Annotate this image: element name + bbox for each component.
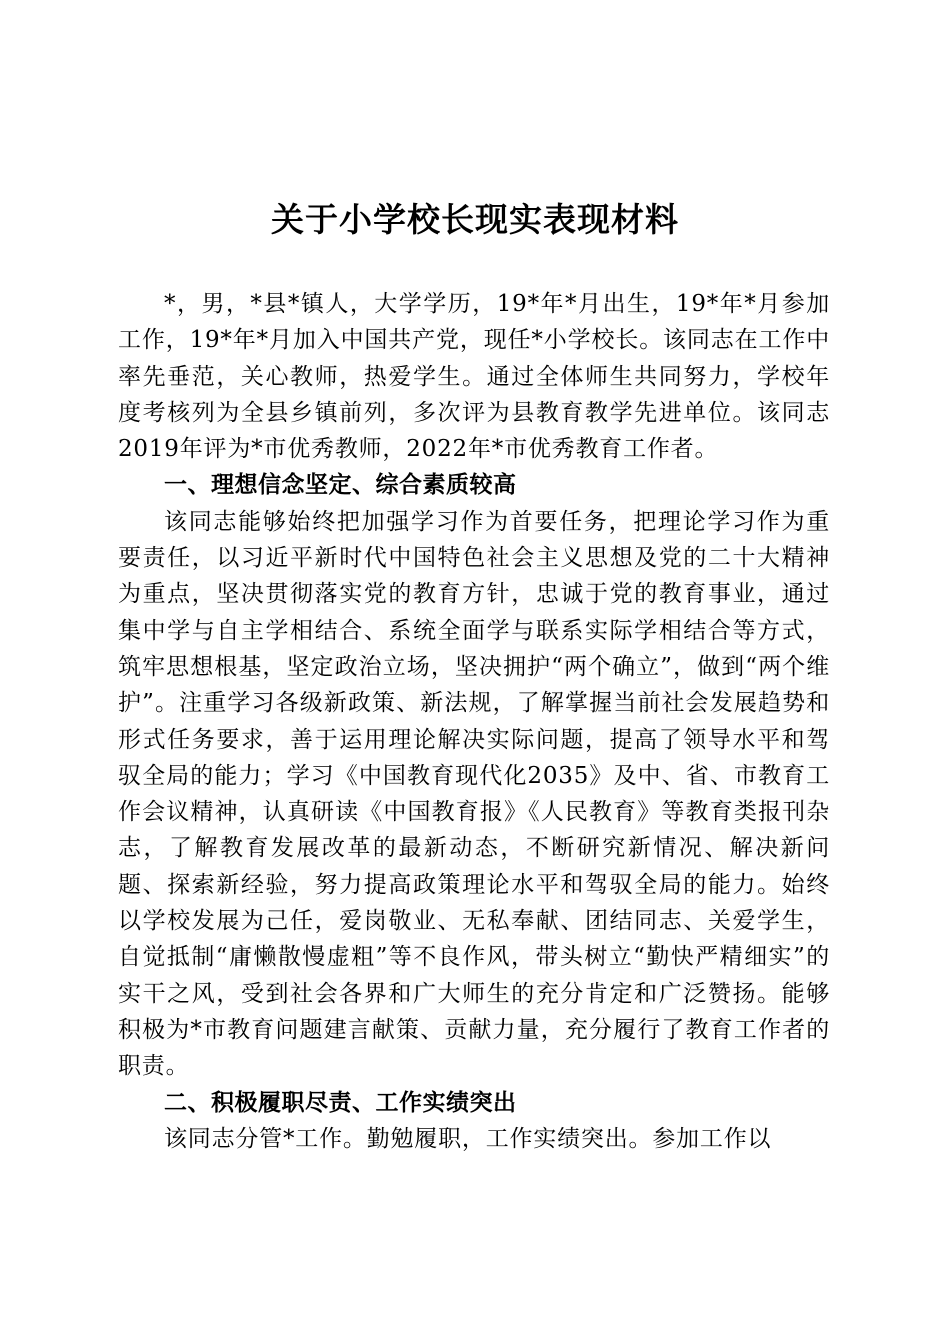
intro-paragraph: *，男，*县*镇人，大学学历，19*年*月出生，19*年*月参加工作，19*年*月加入中国共产党，现任*小学校长。该同志在工作中率先垂范，关心教师，热爱学生。通过全体师生共同努力，学校年度考核列为全县乡镇前列，多次评为县教育教学先进单位。该同志2019年评为*市优秀教师，2022年*市优秀教育工作者。 <box>118 291 830 463</box>
document-body <box>118 286 830 1157</box>
section-heading-2: 二、积极履职尽责、工作实绩突出 <box>164 1089 517 1116</box>
section-paragraph-1: 该同志能够始终把加强学习作为首要任务，把理论学习作为重要责任，以习近平新时代中国特色社会主义思想及党的二十大精神为重点，坚决贯彻落实党的教育方针，忠诚于党的教育事业，通过集中学与自主学相结合、系统全面学与联系实际学相结合等方式，筑牢思想根基，坚定政治立场，坚决拥护“两个确立”，做到“两个维护”。注重学习各级新政策、新法规，了解掌握当前社会发展趋势和形式任务要求，善于运用理论解决实际问题，提高了领导水平和驾驭全局的能力；学习《中国教育现代化2035》及中、省、市教育工作会议精神，认真研读《中国教育报》《人民教育》等教育类报刊杂志，了解教育发展改革的最新动态，不断研究新情况、解决新问题、探索新经验，努力提高政策理论水平和驾驭全局的能力。始终以学校发展为己任，爱岗敬业、无私奉献、团结同志、关爱学生，自觉抵制“庸懒散慢虚粗”等不良作风，带头树立“勤快严精细实”的实干之风，受到社会各界和广大师生的充分肯定和广泛赞扬。能够积极为*市教育问题建言献策、贡献力量，充分履行了教育工作者的职责。 <box>118 508 830 1080</box>
document-title: 关于小学校长现实表现材料 <box>271 200 679 239</box>
section-paragraph-2: 该同志分管*工作。勤勉履职，工作实绩突出。参加工作以 <box>164 1125 772 1152</box>
section-heading-1: 一、理想信念坚定、综合素质较高 <box>164 472 517 499</box>
